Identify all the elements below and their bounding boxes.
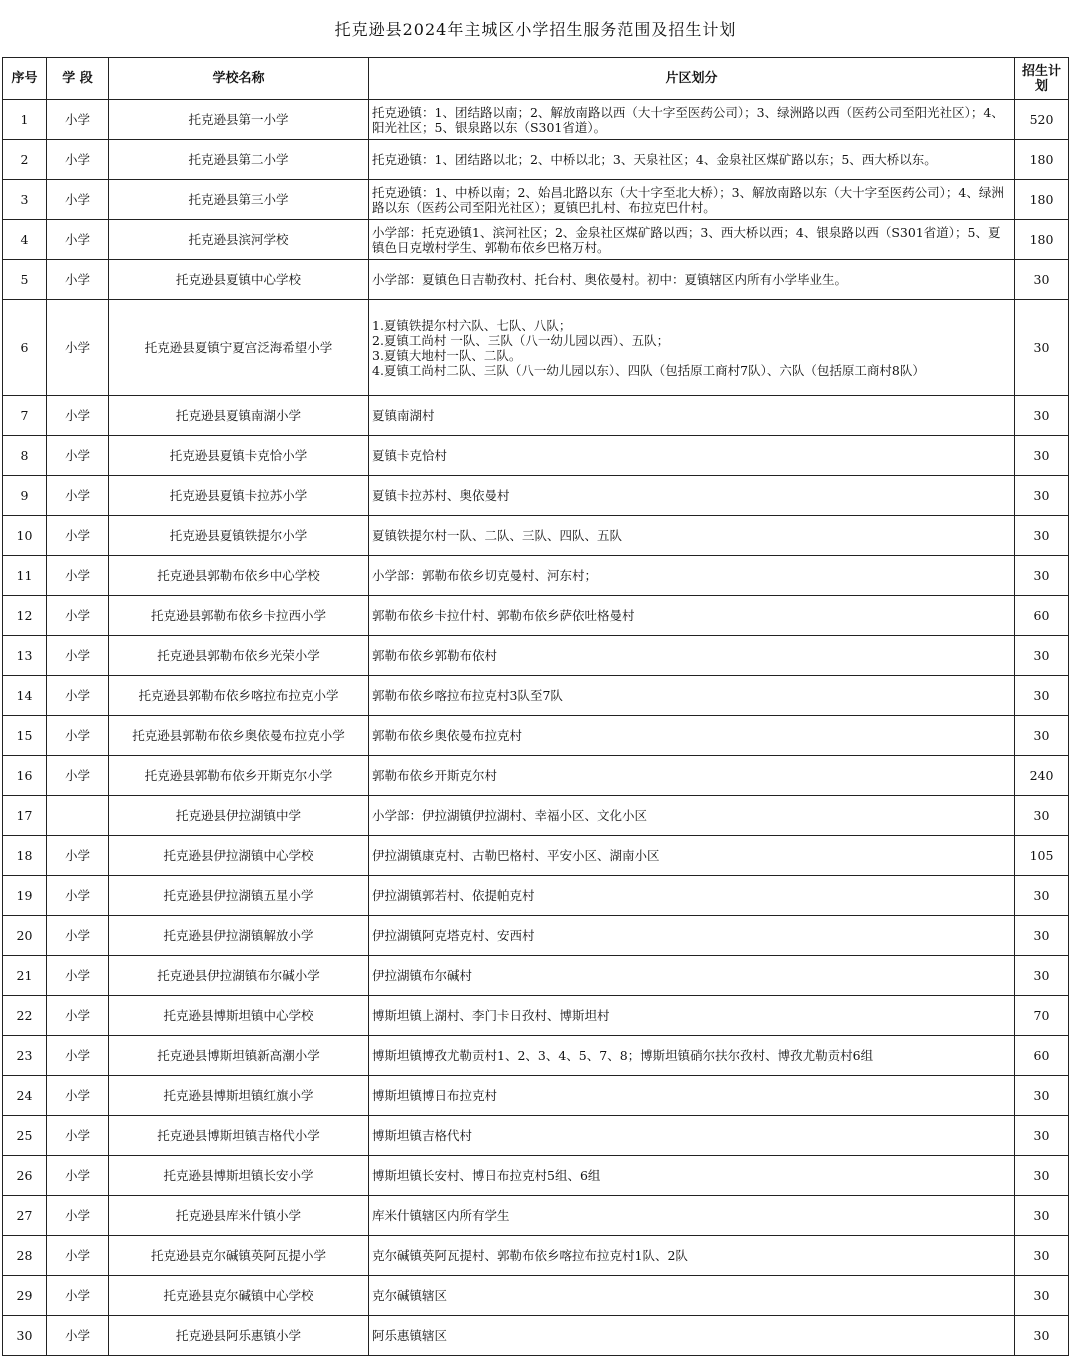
table-row	[3, 596, 1069, 636]
row-plan: 30	[1015, 1196, 1069, 1236]
row-school-name: 托克逊县夏镇宁夏宫泛海希望小学	[109, 300, 369, 396]
table-row	[3, 716, 1069, 756]
row-number: 11	[3, 556, 47, 596]
row-school-name: 托克逊县克尔碱镇英阿瓦提小学	[109, 1236, 369, 1276]
row-stage: 小学	[47, 1036, 109, 1076]
row-area: 伊拉湖镇布尔碱村	[369, 956, 1015, 996]
table-row	[3, 220, 1069, 260]
table-row	[3, 1236, 1069, 1276]
row-number: 13	[3, 636, 47, 676]
table-row	[3, 756, 1069, 796]
row-area: 博斯坦镇吉格代村	[369, 1116, 1015, 1156]
header-plan: 招生计划	[1015, 58, 1069, 100]
header-stage: 学 段	[47, 58, 109, 100]
row-school-name: 托克逊县第三小学	[109, 180, 369, 220]
row-school-name: 托克逊县郭勒布依乡中心学校	[109, 556, 369, 596]
table-row	[3, 516, 1069, 556]
row-stage: 小学	[47, 1316, 109, 1356]
row-area: 托克逊镇：1、中桥以南；2、始昌北路以东（大十字至北大桥）；3、解放南路以东（大十字至医药公司）；4、绿洲路以东（医药公司至阳光社区）；夏镇巴扎村、布拉克巴什村。	[369, 180, 1015, 220]
row-area: 克尔碱镇英阿瓦提村、郭勒布依乡喀拉布拉克村1队、2队	[369, 1236, 1015, 1276]
table-row	[3, 300, 1069, 396]
row-area: 伊拉湖镇郭若村、依提帕克村	[369, 876, 1015, 916]
row-area: 夏镇南湖村	[369, 396, 1015, 436]
row-plan: 30	[1015, 1236, 1069, 1276]
table-row	[3, 956, 1069, 996]
table-header-row	[3, 58, 1069, 100]
row-school-name: 托克逊县夏镇铁提尔小学	[109, 516, 369, 556]
table-row	[3, 1076, 1069, 1116]
row-stage: 小学	[47, 300, 109, 396]
table-row	[3, 180, 1069, 220]
row-school-name: 托克逊县博斯坦镇长安小学	[109, 1156, 369, 1196]
row-number: 9	[3, 476, 47, 516]
row-school-name: 托克逊县郭勒布依乡奥依曼布拉克小学	[109, 716, 369, 756]
row-number: 23	[3, 1036, 47, 1076]
header-area: 片区划分	[369, 58, 1015, 100]
row-school-name: 托克逊县夏镇卡克恰小学	[109, 436, 369, 476]
table-row	[3, 1156, 1069, 1196]
table-row	[3, 796, 1069, 836]
row-plan: 30	[1015, 1076, 1069, 1116]
page-title: 托克逊县2024年主城区小学招生服务范围及招生计划	[334, 20, 737, 39]
row-stage: 小学	[47, 1116, 109, 1156]
row-school-name: 托克逊县博斯坦镇中心学校	[109, 996, 369, 1036]
row-area: 1.夏镇铁提尔村六队、七队、八队； 2.夏镇工尚村 一队、三队（八一幼儿园以西）、五队； 3.夏镇大地村一队、二队。 4.夏镇工尚村二队、三队（八一幼儿园以东）、四队（包括原工商村7队）、六队（包括原工商村8队）	[369, 300, 1015, 396]
row-stage: 小学	[47, 396, 109, 436]
row-stage: 小学	[47, 1276, 109, 1316]
table-row	[3, 1116, 1069, 1156]
row-area: 小学部：伊拉湖镇伊拉湖村、幸福小区、文化小区	[369, 796, 1015, 836]
row-school-name: 托克逊县滨河学校	[109, 220, 369, 260]
row-number: 25	[3, 1116, 47, 1156]
row-plan: 30	[1015, 1116, 1069, 1156]
table-row	[3, 1196, 1069, 1236]
row-stage: 小学	[47, 716, 109, 756]
row-stage: 小学	[47, 836, 109, 876]
row-number: 16	[3, 756, 47, 796]
row-area: 托克逊镇：1、团结路以南；2、解放南路以西（大十字至医药公司）；3、绿洲路以西（医药公司至阳光社区）；4、阳光社区；5、银泉路以东（S301省道）。	[369, 100, 1015, 140]
row-stage	[47, 796, 109, 836]
row-plan: 70	[1015, 996, 1069, 1036]
row-school-name: 托克逊县夏镇卡拉苏小学	[109, 476, 369, 516]
row-number: 17	[3, 796, 47, 836]
row-plan: 30	[1015, 300, 1069, 396]
row-number: 29	[3, 1276, 47, 1316]
row-stage: 小学	[47, 676, 109, 716]
row-area: 博斯坦镇上湖村、李门卡日孜村、博斯坦村	[369, 996, 1015, 1036]
row-plan: 105	[1015, 836, 1069, 876]
row-number: 21	[3, 956, 47, 996]
row-stage: 小学	[47, 1076, 109, 1116]
row-number: 8	[3, 436, 47, 476]
row-stage: 小学	[47, 1156, 109, 1196]
row-number: 1	[3, 100, 47, 140]
header-no: 序号	[3, 58, 47, 100]
row-area: 郭勒布依乡卡拉什村、郭勒布依乡萨依吐格曼村	[369, 596, 1015, 636]
table-row	[3, 916, 1069, 956]
row-number: 18	[3, 836, 47, 876]
row-area: 博斯坦镇长安村、博日布拉克村5组、6组	[369, 1156, 1015, 1196]
row-area: 伊拉湖镇阿克塔克村、安西村	[369, 916, 1015, 956]
row-plan: 60	[1015, 596, 1069, 636]
row-school-name: 托克逊县郭勒布依乡卡拉西小学	[109, 596, 369, 636]
row-stage: 小学	[47, 756, 109, 796]
row-number: 22	[3, 996, 47, 1036]
row-number: 19	[3, 876, 47, 916]
row-stage: 小学	[47, 476, 109, 516]
row-number: 27	[3, 1196, 47, 1236]
row-area: 郭勒布依乡喀拉布拉克村3队至7队	[369, 676, 1015, 716]
row-school-name: 托克逊县博斯坦镇吉格代小学	[109, 1116, 369, 1156]
row-plan: 30	[1015, 556, 1069, 596]
row-school-name: 托克逊县伊拉湖镇解放小学	[109, 916, 369, 956]
row-stage: 小学	[47, 1196, 109, 1236]
row-school-name: 托克逊县伊拉湖镇布尔碱小学	[109, 956, 369, 996]
row-school-name: 托克逊县博斯坦镇新高潮小学	[109, 1036, 369, 1076]
row-plan: 180	[1015, 180, 1069, 220]
row-stage: 小学	[47, 220, 109, 260]
row-school-name: 托克逊县克尔碱镇中心学校	[109, 1276, 369, 1316]
table-row	[3, 636, 1069, 676]
row-stage: 小学	[47, 516, 109, 556]
row-school-name: 托克逊县伊拉湖镇中学	[109, 796, 369, 836]
row-area: 博斯坦镇博孜尤勒贡村1、2、3、4、5、7、8；博斯坦镇硝尔扶尔孜村、博孜尤勒贡村6组	[369, 1036, 1015, 1076]
row-school-name: 托克逊县夏镇中心学校	[109, 260, 369, 300]
row-number: 24	[3, 1076, 47, 1116]
row-school-name: 托克逊县伊拉湖镇中心学校	[109, 836, 369, 876]
row-stage: 小学	[47, 876, 109, 916]
row-plan: 30	[1015, 676, 1069, 716]
row-plan: 520	[1015, 100, 1069, 140]
row-area: 伊拉湖镇康克村、古勒巴格村、平安小区、湖南小区	[369, 836, 1015, 876]
row-area: 夏镇卡拉苏村、奥依曼村	[369, 476, 1015, 516]
row-stage: 小学	[47, 100, 109, 140]
row-number: 12	[3, 596, 47, 636]
row-plan: 30	[1015, 1316, 1069, 1356]
row-number: 2	[3, 140, 47, 180]
row-number: 6	[3, 300, 47, 396]
row-plan: 30	[1015, 516, 1069, 556]
row-area: 小学部：托克逊镇1、滨河社区；2、金泉社区煤矿路以西；3、西大桥以西；4、银泉路以西（S301省道）；5、夏镇色日克墩村学生、郭勒布依乡巴格万村。	[369, 220, 1015, 260]
row-number: 10	[3, 516, 47, 556]
row-area: 小学部：郭勒布依乡切克曼村、河东村；	[369, 556, 1015, 596]
row-area: 郭勒布依乡开斯克尔村	[369, 756, 1015, 796]
row-plan: 180	[1015, 220, 1069, 260]
row-stage: 小学	[47, 596, 109, 636]
row-stage: 小学	[47, 436, 109, 476]
row-school-name: 托克逊县阿乐惠镇小学	[109, 1316, 369, 1356]
row-area: 夏镇铁提尔村一队、二队、三队、四队、五队	[369, 516, 1015, 556]
table-row	[3, 140, 1069, 180]
row-area: 小学部：夏镇色日吉勒孜村、托台村、奥依曼村。初中：夏镇辖区内所有小学毕业生。	[369, 260, 1015, 300]
row-school-name: 托克逊县第二小学	[109, 140, 369, 180]
row-plan: 30	[1015, 436, 1069, 476]
table-row	[3, 556, 1069, 596]
table-body	[3, 100, 1069, 1356]
row-plan: 30	[1015, 916, 1069, 956]
row-area: 郭勒布依乡奥依曼布拉克村	[369, 716, 1015, 756]
row-plan: 30	[1015, 636, 1069, 676]
table-row	[3, 476, 1069, 516]
row-stage: 小学	[47, 916, 109, 956]
row-number: 5	[3, 260, 47, 300]
row-school-name: 托克逊县伊拉湖镇五星小学	[109, 876, 369, 916]
header-school: 学校名称	[109, 58, 369, 100]
row-plan: 30	[1015, 716, 1069, 756]
row-area: 托克逊镇：1、团结路以北；2、中桥以北；3、天泉社区；4、金泉社区煤矿路以东；5、西大桥以东。	[369, 140, 1015, 180]
row-school-name: 托克逊县第一小学	[109, 100, 369, 140]
row-stage: 小学	[47, 956, 109, 996]
table-row	[3, 396, 1069, 436]
row-stage: 小学	[47, 180, 109, 220]
table-row	[3, 1276, 1069, 1316]
row-number: 7	[3, 396, 47, 436]
row-stage: 小学	[47, 1236, 109, 1276]
row-school-name: 托克逊县郭勒布依乡光荣小学	[109, 636, 369, 676]
row-plan: 30	[1015, 1276, 1069, 1316]
row-number: 30	[3, 1316, 47, 1356]
table-row	[3, 100, 1069, 140]
row-number: 14	[3, 676, 47, 716]
table-row	[3, 436, 1069, 476]
row-school-name: 托克逊县库米什镇小学	[109, 1196, 369, 1236]
row-school-name: 托克逊县夏镇南湖小学	[109, 396, 369, 436]
row-plan: 30	[1015, 476, 1069, 516]
row-area: 克尔碱镇辖区	[369, 1276, 1015, 1316]
row-plan: 240	[1015, 756, 1069, 796]
row-stage: 小学	[47, 556, 109, 596]
row-plan: 60	[1015, 1036, 1069, 1076]
row-school-name: 托克逊县郭勒布依乡开斯克尔小学	[109, 756, 369, 796]
table-row	[3, 1036, 1069, 1076]
row-plan: 30	[1015, 260, 1069, 300]
row-plan: 30	[1015, 796, 1069, 836]
row-stage: 小学	[47, 996, 109, 1036]
row-stage: 小学	[47, 636, 109, 676]
row-plan: 30	[1015, 1156, 1069, 1196]
table-row	[3, 836, 1069, 876]
row-plan: 30	[1015, 956, 1069, 996]
row-area: 夏镇卡克恰村	[369, 436, 1015, 476]
row-plan: 180	[1015, 140, 1069, 180]
row-number: 20	[3, 916, 47, 956]
enrollment-table	[2, 57, 1069, 1356]
table-row	[3, 260, 1069, 300]
row-number: 4	[3, 220, 47, 260]
row-stage: 小学	[47, 140, 109, 180]
row-number: 26	[3, 1156, 47, 1196]
table-row	[3, 876, 1069, 916]
row-number: 15	[3, 716, 47, 756]
row-school-name: 托克逊县博斯坦镇红旗小学	[109, 1076, 369, 1116]
table-row	[3, 676, 1069, 716]
row-area: 郭勒布依乡郭勒布依村	[369, 636, 1015, 676]
row-plan: 30	[1015, 876, 1069, 916]
row-stage: 小学	[47, 260, 109, 300]
row-area: 库米什镇辖区内所有学生	[369, 1196, 1015, 1236]
row-school-name: 托克逊县郭勒布依乡喀拉布拉克小学	[109, 676, 369, 716]
row-plan: 30	[1015, 396, 1069, 436]
row-number: 28	[3, 1236, 47, 1276]
row-area: 博斯坦镇博日布拉克村	[369, 1076, 1015, 1116]
table-row	[3, 996, 1069, 1036]
row-area: 阿乐惠镇辖区	[369, 1316, 1015, 1356]
row-number: 3	[3, 180, 47, 220]
